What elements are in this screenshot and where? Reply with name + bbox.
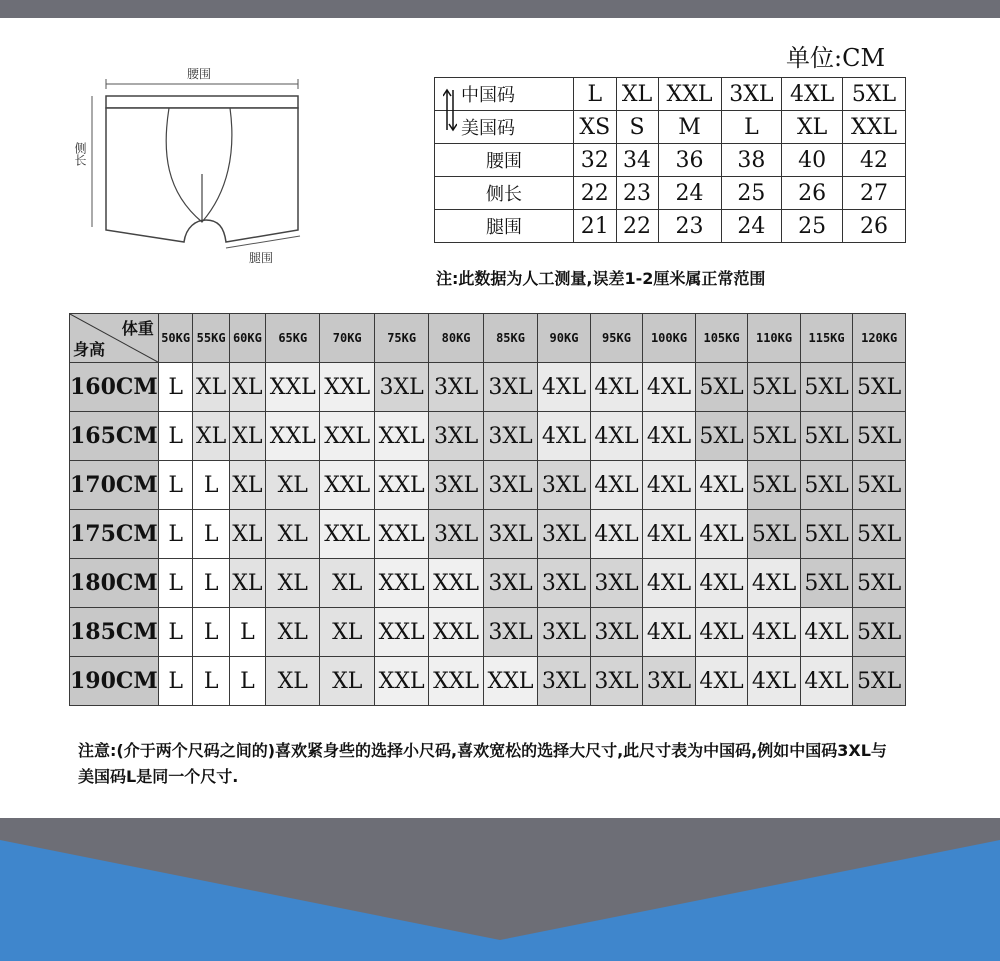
fit-chart-size-cell: 4XL — [695, 510, 748, 559]
fit-chart-size-cell: L — [158, 559, 193, 608]
fit-chart-size-cell: 3XL — [429, 363, 483, 412]
fit-chart-size-cell: L — [158, 461, 193, 510]
fit-chart-row — [70, 657, 906, 706]
size-table-cell: 22 — [574, 177, 617, 210]
size-table-cell: 23 — [658, 210, 721, 243]
fit-chart-size-cell: 4XL — [695, 608, 748, 657]
size-table-cell: XS — [574, 111, 617, 144]
fit-chart-size-cell: L — [158, 412, 193, 461]
fit-chart-size-cell: 4XL — [800, 608, 853, 657]
size-table-cell: 24 — [721, 210, 782, 243]
fit-chart-row — [70, 412, 906, 461]
fit-chart-size-cell: 5XL — [853, 461, 906, 510]
size-table-row-label: 腰围 — [435, 144, 574, 177]
fit-chart-size-cell: 3XL — [429, 412, 483, 461]
size-table-row — [435, 111, 906, 144]
size-table-cell: 34 — [616, 144, 658, 177]
fit-chart-size-cell: L — [193, 559, 229, 608]
size-table-cell: 23 — [616, 177, 658, 210]
fit-chart-size-cell: 5XL — [853, 363, 906, 412]
size-table-cell: XL — [782, 111, 843, 144]
measurement-note: 注:此数据为人工测量,误差1-2厘米属正常范围 — [436, 269, 766, 288]
size-table-cell: 21 — [574, 210, 617, 243]
fit-chart-size-cell: XL — [266, 657, 320, 706]
size-table-cell: L — [721, 111, 782, 144]
size-table-cell: S — [616, 111, 658, 144]
weight-header-cell: 105KG — [695, 314, 748, 363]
fit-chart-size-cell: L — [229, 608, 265, 657]
fit-chart-size-cell: 5XL — [800, 363, 853, 412]
size-table-row — [435, 210, 906, 243]
weight-header-cell: 120KG — [853, 314, 906, 363]
fit-chart-row — [70, 608, 906, 657]
weight-header-cell: 85KG — [483, 314, 537, 363]
height-header-cell: 185CM — [70, 608, 159, 657]
weight-header-cell: 115KG — [800, 314, 853, 363]
fit-chart-size-cell: 3XL — [374, 363, 428, 412]
fit-chart-row — [70, 461, 906, 510]
fit-chart-row — [70, 559, 906, 608]
fit-chart-size-cell: 3XL — [538, 559, 591, 608]
fit-chart-size-cell: XL — [229, 510, 265, 559]
fit-chart-size-cell: 5XL — [748, 461, 801, 510]
fit-chart-size-cell: 5XL — [800, 412, 853, 461]
fit-chart-size-cell: 4XL — [800, 657, 853, 706]
fit-chart-size-cell: XXL — [374, 412, 428, 461]
corner-cell — [70, 314, 159, 363]
height-axis-label: 身高 — [73, 340, 106, 359]
boxer-measure-diagram — [66, 62, 316, 270]
fit-chart-size-cell: L — [158, 363, 193, 412]
size-table-cell: 4XL — [782, 78, 843, 111]
fit-chart-size-cell: XL — [229, 461, 265, 510]
fit-chart-size-cell: 4XL — [748, 608, 801, 657]
fit-chart-size-cell: 4XL — [643, 363, 696, 412]
fit-chart-size-cell: 5XL — [853, 510, 906, 559]
size-table-cell: 32 — [574, 144, 617, 177]
size-table-cell: 42 — [843, 144, 906, 177]
fit-chart-size-cell: XXL — [374, 559, 428, 608]
fit-chart-size-cell: XL — [266, 461, 320, 510]
fit-chart-size-cell: XL — [229, 412, 265, 461]
size-advice-note: 注意:(介于两个尺码之间的)喜欢紧身些的选择小尺码,喜欢宽松的选择大尺寸,此尺寸表为中国码,例如中国码3XL与美国码L是同一个尺寸. — [78, 741, 887, 786]
fit-chart-size-cell: XXL — [266, 363, 320, 412]
weight-header-cell: 70KG — [320, 314, 374, 363]
fit-chart-size-cell: 3XL — [643, 657, 696, 706]
size-table-cell: 3XL — [721, 78, 782, 111]
height-header-cell: 190CM — [70, 657, 159, 706]
size-conversion-table — [434, 77, 906, 243]
weight-header-cell: 90KG — [538, 314, 591, 363]
height-header-cell: 180CM — [70, 559, 159, 608]
fit-chart-size-cell: L — [158, 657, 193, 706]
fit-chart-size-cell: XXL — [266, 412, 320, 461]
size-table-row — [435, 177, 906, 210]
fit-chart-size-cell: L — [229, 657, 265, 706]
weight-header-cell: 50KG — [158, 314, 193, 363]
weight-header-cell: 95KG — [590, 314, 643, 363]
size-table-cell: 24 — [658, 177, 721, 210]
size-table-row — [435, 78, 906, 111]
fit-chart-size-cell: XL — [266, 608, 320, 657]
fit-chart-size-cell: 4XL — [538, 412, 591, 461]
fit-chart-size-cell: 5XL — [695, 412, 748, 461]
height-header-cell: 170CM — [70, 461, 159, 510]
fit-chart-size-cell: 4XL — [695, 461, 748, 510]
fit-chart-size-cell: XXL — [374, 461, 428, 510]
size-table-row-label: 腿围 — [435, 210, 574, 243]
fit-chart-size-cell: 5XL — [800, 461, 853, 510]
fit-chart-size-cell: XXL — [429, 559, 483, 608]
size-table-cell: XL — [616, 78, 658, 111]
fit-chart-size-cell: XL — [320, 608, 374, 657]
fit-chart-size-cell: L — [193, 461, 229, 510]
size-table-cell: XXL — [843, 111, 906, 144]
fit-chart-size-cell: XXL — [374, 608, 428, 657]
waist-label: 腰围 — [187, 67, 212, 81]
fit-chart-size-cell: XXL — [374, 657, 428, 706]
size-table-row-label: 中国码 — [435, 78, 574, 111]
top-band — [0, 0, 1000, 18]
fit-chart-size-cell: L — [193, 608, 229, 657]
weight-header-cell: 65KG — [266, 314, 320, 363]
fit-chart-size-cell: 4XL — [748, 657, 801, 706]
fit-chart-size-cell: L — [193, 657, 229, 706]
size-table-cell: 22 — [616, 210, 658, 243]
fit-chart-size-cell: 5XL — [853, 412, 906, 461]
fit-chart-size-cell: 3XL — [538, 461, 591, 510]
fit-chart-size-cell: 5XL — [853, 559, 906, 608]
fit-chart-size-cell: 3XL — [590, 559, 643, 608]
fit-chart-size-cell: 4XL — [748, 559, 801, 608]
fit-chart-size-cell: 4XL — [695, 657, 748, 706]
fit-chart-size-cell: 4XL — [590, 363, 643, 412]
fit-chart-size-cell: 4XL — [695, 559, 748, 608]
fit-chart-size-cell: 3XL — [483, 363, 537, 412]
fit-chart-size-cell: XL — [266, 510, 320, 559]
fit-chart-size-cell: XXL — [374, 510, 428, 559]
size-table-cell: 26 — [843, 210, 906, 243]
unit-label: 单位:CM — [786, 44, 886, 72]
fit-chart-size-cell: 5XL — [748, 363, 801, 412]
fit-chart-size-cell: 3XL — [538, 510, 591, 559]
fit-chart-size-cell: 4XL — [643, 461, 696, 510]
fit-chart-size-cell: XXL — [320, 461, 374, 510]
fit-chart-size-cell: XL — [229, 559, 265, 608]
fit-chart-size-cell: 4XL — [590, 461, 643, 510]
fit-chart-size-cell: 3XL — [538, 608, 591, 657]
fit-chart-row — [70, 363, 906, 412]
weight-header-cell: 100KG — [643, 314, 696, 363]
fit-chart-size-cell: 5XL — [748, 510, 801, 559]
fit-chart-size-cell: 5XL — [695, 363, 748, 412]
size-table-cell: 27 — [843, 177, 906, 210]
fit-chart-size-cell: XXL — [320, 412, 374, 461]
weight-header-cell: 60KG — [229, 314, 265, 363]
fit-chart-size-cell: XL — [193, 412, 229, 461]
height-header-cell: 160CM — [70, 363, 159, 412]
weight-header-cell: 110KG — [748, 314, 801, 363]
size-table-row — [435, 144, 906, 177]
leg-label: 腿围 — [249, 251, 274, 265]
size-table-cell: 26 — [782, 177, 843, 210]
fit-chart-size-cell: 3XL — [483, 510, 537, 559]
fit-chart-size-cell: XXL — [320, 363, 374, 412]
weight-axis-label: 体重 — [121, 319, 154, 338]
fit-chart-size-cell: XL — [266, 559, 320, 608]
fit-chart-size-cell: 3XL — [538, 657, 591, 706]
fit-chart-size-cell: 4XL — [643, 510, 696, 559]
fit-chart-size-cell: XL — [320, 657, 374, 706]
size-table-cell: 40 — [782, 144, 843, 177]
fit-chart-size-cell: 4XL — [590, 510, 643, 559]
weight-header-cell: 75KG — [374, 314, 428, 363]
fit-chart-size-cell: XXL — [320, 510, 374, 559]
size-table-cell: L — [574, 78, 617, 111]
size-table-row-label: 美国码 — [435, 111, 574, 144]
fit-chart-size-cell: L — [193, 510, 229, 559]
fit-chart-size-cell: 4XL — [643, 412, 696, 461]
fit-chart-size-cell: 3XL — [483, 559, 537, 608]
fit-chart-size-cell: XL — [193, 363, 229, 412]
fit-chart-size-cell: 3XL — [590, 608, 643, 657]
fit-chart-size-cell: 3XL — [483, 461, 537, 510]
fit-chart-size-cell: 4XL — [643, 608, 696, 657]
size-table-row-label: 侧长 — [435, 177, 574, 210]
weight-header-cell: 80KG — [429, 314, 483, 363]
fit-chart-size-cell: 4XL — [643, 559, 696, 608]
fit-chart-size-cell: 3XL — [483, 412, 537, 461]
fit-chart-size-cell: 3XL — [429, 510, 483, 559]
fit-chart-size-cell: 3XL — [429, 461, 483, 510]
size-table-cell: XXL — [658, 78, 721, 111]
fit-chart-size-cell: 5XL — [800, 559, 853, 608]
size-table-cell: 25 — [782, 210, 843, 243]
fit-chart-size-cell: 5XL — [748, 412, 801, 461]
fit-chart-size-cell: XL — [320, 559, 374, 608]
weight-header-cell: 55KG — [193, 314, 229, 363]
fit-chart-size-cell: XXL — [483, 657, 537, 706]
fit-chart-size-cell: 4XL — [590, 412, 643, 461]
size-table-cell: 25 — [721, 177, 782, 210]
fit-chart-size-cell: 4XL — [538, 363, 591, 412]
fit-chart-row — [70, 510, 906, 559]
side-label: 侧长 — [73, 142, 87, 166]
fit-chart-size-cell: XXL — [429, 608, 483, 657]
size-table-cell: 38 — [721, 144, 782, 177]
height-header-cell: 165CM — [70, 412, 159, 461]
weight-height-size-chart — [69, 313, 906, 706]
size-table-cell: 5XL — [843, 78, 906, 111]
fit-chart-size-cell: L — [158, 510, 193, 559]
bottom-decoration — [0, 818, 1000, 961]
height-header-cell: 175CM — [70, 510, 159, 559]
fit-chart-size-cell: 5XL — [853, 608, 906, 657]
size-table-cell: 36 — [658, 144, 721, 177]
fit-chart-size-cell: L — [158, 608, 193, 657]
fit-chart-size-cell: 3XL — [590, 657, 643, 706]
size-table-cell: M — [658, 111, 721, 144]
fit-chart-size-cell: 3XL — [483, 608, 537, 657]
fit-chart-size-cell: XXL — [429, 657, 483, 706]
fit-chart-size-cell: XL — [229, 363, 265, 412]
fit-chart-size-cell: 5XL — [800, 510, 853, 559]
fit-chart-size-cell: 5XL — [853, 657, 906, 706]
